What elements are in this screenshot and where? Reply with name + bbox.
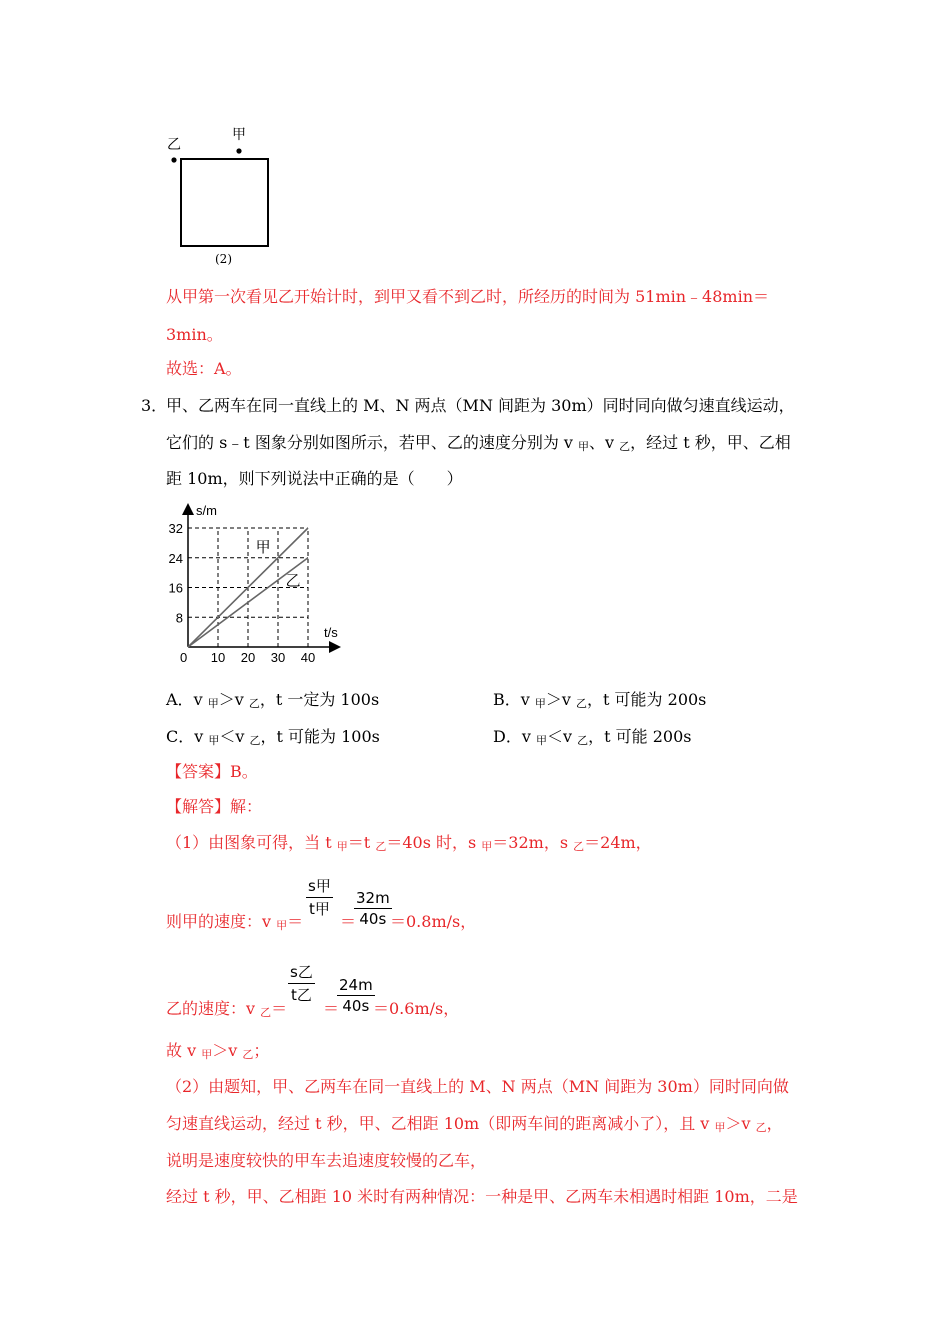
prev-solution-line2: 3min。	[166, 325, 223, 344]
speed-compare: 故 v $_甲$＞v $_乙$；	[166, 1041, 270, 1061]
figure-caption: (2)	[215, 252, 232, 266]
x-tick-label-2: 30	[270, 650, 286, 665]
speed-jia-line: 则甲的速度：v $_甲$＝	[166, 912, 304, 932]
x-tick-label-1: 20	[240, 650, 256, 665]
st-chart-svg	[160, 500, 360, 670]
question-line1: 甲、乙两车在同一直线上的 M、N 两点（MN 间距为 30m）同时同向做匀速直线运动，	[166, 396, 795, 415]
st-chart	[160, 500, 360, 670]
origin-label: 0	[180, 650, 188, 665]
answer-label: 【答案】	[166, 762, 231, 781]
speed-jia-eq2: ＝	[340, 912, 357, 931]
prev-answer: 故选：A。	[166, 359, 242, 378]
y-tick-label-1: 16	[168, 580, 183, 596]
label-yi: 乙	[167, 137, 181, 153]
option-d[interactable]: D．v $_甲$＜v $_乙$，t 可能 200s	[493, 727, 692, 747]
step2-line3: 说明是速度较快的甲车去追速度较慢的乙车，	[166, 1151, 487, 1170]
y-tick-label-0: 8	[175, 610, 183, 626]
step2-line2: 匀速直线运动，经过 t 秒，甲、乙相距 10m（即两车间的距离减小了），且 v $_甲$＞v $_乙$，	[166, 1114, 783, 1134]
x-tick-labels	[211, 650, 315, 665]
dot-yi	[171, 157, 176, 162]
y-tick-label-3: 32	[168, 521, 183, 536]
speed-jia-result: ＝0.8m/s，	[390, 912, 477, 931]
solution-step1: （1）由图象可得，当 t $_甲$＝t $_乙$＝40s 时，s $_甲$＝32m，s $_乙$＝24m，	[166, 833, 652, 853]
solution-label: 【解答】	[166, 797, 231, 816]
x-tick-label-0: 10	[210, 650, 226, 665]
figure-2-drawing	[165, 122, 285, 272]
speed-jia-frac2: $\frac{32m}{40s}$	[356, 889, 390, 928]
step2-line1: （2）由题知，甲、乙两车在同一直线上的 M、N 两点（MN 间距为 30m）同时同向做	[166, 1077, 789, 1096]
square-path	[181, 159, 268, 246]
speed-yi-frac2: $\frac{24m}{40s}$	[339, 976, 373, 1015]
y-axis-label: s/m	[196, 503, 217, 518]
option-a[interactable]: A．v $_甲$＞v $_乙$，t 一定为 100s	[166, 690, 380, 710]
option-c[interactable]: C．v $_甲$＜v $_乙$，t 可能为 100s	[166, 727, 380, 747]
x-axis-label: t/s	[324, 625, 338, 640]
answer-line	[166, 762, 258, 782]
solution-header: 【解答】解：	[166, 797, 263, 816]
series-label-0: 甲	[255, 538, 271, 557]
y-tick-labels	[169, 521, 183, 625]
question-line2: 它们的 s﹣t 图象分别如图所示，若甲、乙的速度分别为 v $_甲$、v $_乙$，经过 t 秒，甲、乙相	[166, 433, 791, 453]
speed-yi-frac1: s乙 t乙	[290, 963, 313, 1004]
prev-solution-line1: 从甲第一次看见乙开始计时，到甲又看不到乙时，所经历的时间为 51min﹣48min＝	[166, 287, 769, 306]
y-tick-label-2: 24	[168, 550, 183, 566]
speed-yi-eq2: ＝	[323, 999, 340, 1018]
speed-yi-result: ＝0.6m/s，	[373, 999, 460, 1018]
label-jia: 甲	[232, 127, 246, 143]
speed-jia-frac1: s甲 t甲	[308, 877, 331, 918]
step2-line4: 经过 t 秒，甲、乙相距 10 米时有两种情况：一种是甲、乙两车未相遇时相距 10m，二是	[166, 1187, 798, 1206]
answer-value: B。	[230, 762, 258, 781]
question-number: 3．	[141, 396, 168, 415]
option-b[interactable]: B．v $_甲$＞v $_乙$，t 可能为 200s	[493, 690, 707, 710]
dot-jia	[236, 148, 241, 153]
speed-yi-line: 乙的速度：v $_乙$＝	[166, 999, 288, 1019]
question-line3: 距 10m，则下列说法中正确的是（ ）	[166, 469, 463, 488]
series-label-1: 乙	[285, 571, 301, 590]
x-tick-label-3: 40	[300, 650, 316, 665]
figure-2	[165, 122, 285, 272]
